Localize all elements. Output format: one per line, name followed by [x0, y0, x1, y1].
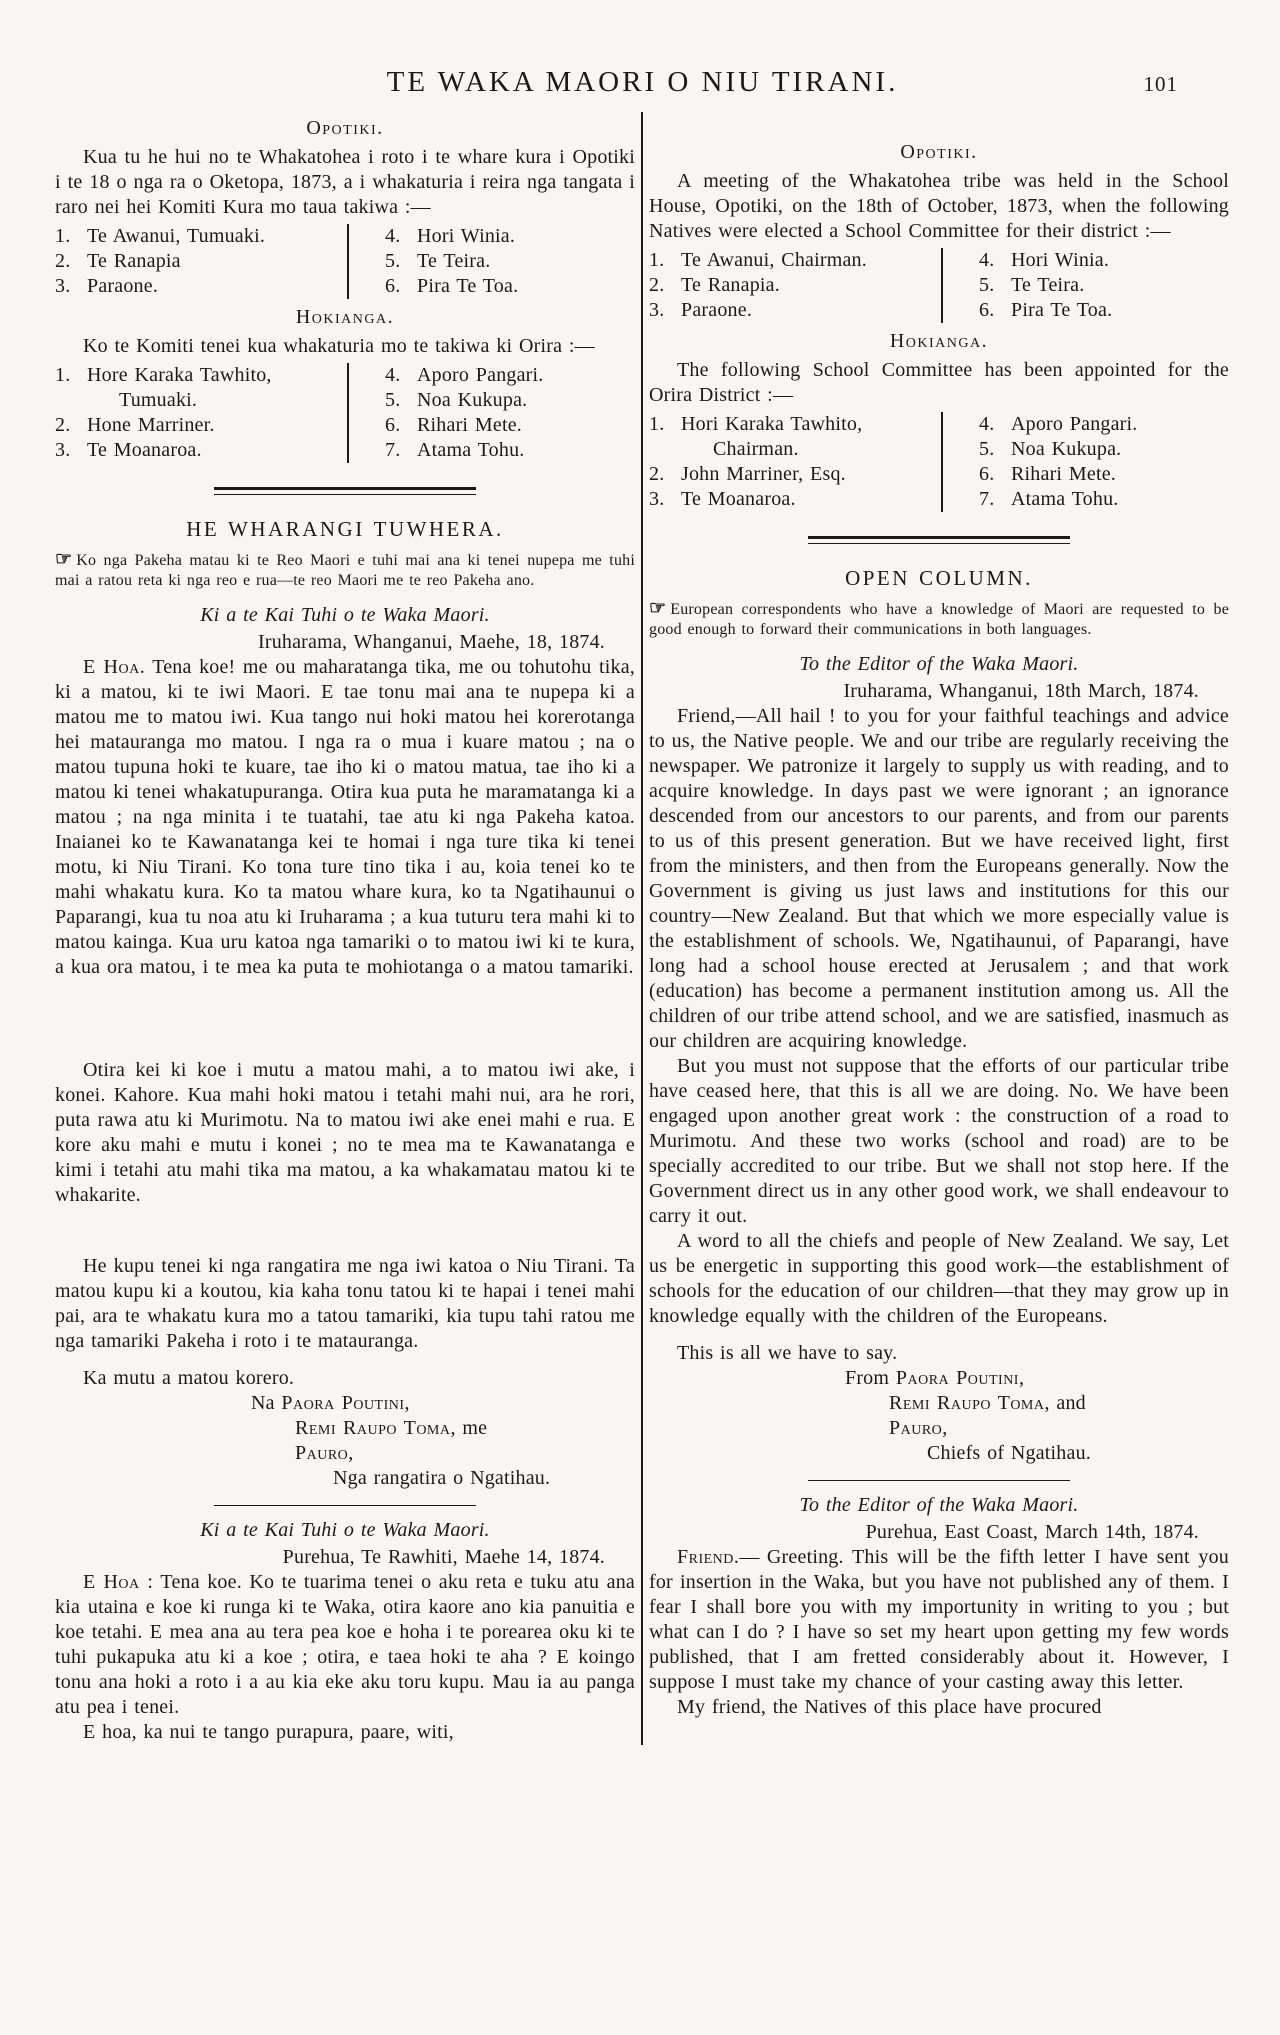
signature-line [55, 1416, 635, 1441]
letter-paragraph: My friend, the Natives of this place have procured [677, 1696, 1102, 1718]
signature-line [55, 1441, 635, 1466]
member-name: Atama Tohu. [1011, 488, 1119, 510]
member-name [87, 224, 347, 249]
member-name: Rihari Mete. [417, 414, 522, 436]
letter-closing: Ka mutu a matou korero. [83, 1367, 295, 1389]
committee-list-opotiki [649, 248, 1229, 323]
manicule-icon: ☞ [649, 598, 667, 619]
committee-sublist-left [55, 224, 347, 299]
signature-name: Remi Raupo Toma [295, 1417, 451, 1439]
signature-suffix: , [404, 1392, 410, 1414]
hokianga-intro: The following School Committee has been appointed for the Orira District :— [649, 359, 1229, 406]
letter-paragraph: He kupu tenei ki nga rangatira me nga iwi katoa o Niu Tirani. Ta matou kupu ki a koutou, kia kaha tonu tatou ki te hapai i tenei mahi pai, ara te whakatu kura mo a tatou tamariki, kia tupu tahi ratou me nga tamariki Pakeha i roto i te matauranga. [55, 1255, 635, 1352]
member-name: Atama Tohu. [417, 439, 525, 461]
member-number: 1. [55, 225, 71, 247]
letter-heading: Ki a te Kai Tuhi o te Waka Maori. [200, 1519, 490, 1541]
member-name: Paraone. [87, 275, 159, 297]
member-name-text: Te Awanui, Tumuaki. [87, 225, 266, 247]
member-number: 4. [979, 249, 995, 271]
page-number: 101 [1143, 72, 1178, 96]
committee-list-hokianga [55, 363, 635, 463]
signature-prefix: From [845, 1367, 896, 1389]
letter-paragraph: E hoa, ka nui te tango purapura, paare, witi, [83, 1721, 454, 1743]
salutation-lead: E Hoa : [83, 1571, 154, 1593]
member-number: 3. [55, 275, 71, 297]
paragraph-text: Tena koe. Ko te tuarima tenei o aku reta e tuku atu ana kia utaina e koe ki runga ki te Waka, otira kaore ano kia panuitia e koe tetahi. E mea ana au tera pea koe e hoha i te porearea oku ki te tuhi pukapuka atu ki a koe ; otira, e taea hoki te aha ? E koingo tonu ana hoki a roto i a au kia eke aku toru kupu. Mau ia au panga atu pea i tenei. [55, 1571, 636, 1718]
committee-member [385, 388, 635, 413]
committee-member [385, 249, 635, 274]
letter-paragraph: A word to all the chiefs and people of New Zealand. We say, Let us be energetic in supporting this good work—the establishment of schools for the education of our children—that they may grow up in knowledge equally with the children of the Europeans. [649, 1230, 1229, 1327]
member-name: Hori Winia. [417, 225, 516, 247]
english-column [649, 112, 1229, 1745]
member-number: 6. [385, 275, 401, 297]
signature-line [55, 1391, 635, 1416]
section-heading-hokianga: Hokianga. [295, 306, 395, 328]
committee-member [979, 487, 1229, 512]
masthead [55, 66, 1230, 99]
page-columns [55, 112, 1230, 1745]
member-number: 4. [979, 413, 995, 435]
letter-paragraph [55, 1570, 635, 1720]
member-number: 5. [385, 250, 401, 272]
member-name [681, 412, 941, 462]
committee-member [649, 487, 941, 512]
member-number: 5. [385, 389, 401, 411]
committee-member [55, 249, 347, 274]
member-number: 1. [55, 364, 71, 386]
member-name: Te Teira. [1011, 274, 1085, 296]
committee-sublist-right [349, 363, 635, 463]
committee-list-opotiki [55, 224, 635, 299]
signature-suffix: , [348, 1442, 354, 1464]
paragraph-text: Tena koe! me ou maharatanga tika, me ou tohutohu tika, ki a matou, ki te iwi Maori. E tae tonu mai ana te nupepa ki a matou me to matou iwi. Kua tango nui hoki matou hei korerotanga hei matauranga mo matou. I nga ra o mua i kuare matou ; na o matou tupuna hoki te kuare, tae iho ki o matou matua, tae iho ki a matou ki tenei whakatupuranga. Otira kua puta he maramatanga ki a matou ; na nga minita i te tuatahi, tae atu ki nga Pakeha katoa. Inaianei ko te Kawanatanga kei te homai i nga ture tika ki tenei motu, ki Niu Tirani. Ko tona ture tino tika i au, koia tenei ko te mahi whakatu kura. Ko ta matou whare kura, ko ta Ngatihaunui o Paparangi, kua tu noa atu ki Iruharama ; a kua tuturu tera mahi ki to matou kainga. Kua uru katoa nga tamariki o to matou iwi ki te kura, a kua ora matou, i te mea ka puta te mohiotanga o a matou tamariki. [55, 656, 636, 978]
member-name: Paraone. [681, 299, 753, 321]
signature-line [649, 1416, 1229, 1441]
member-number: 2. [55, 414, 71, 436]
member-number: 7. [385, 439, 401, 461]
member-name [87, 363, 347, 413]
committee-sublist-left [55, 363, 347, 463]
notice-text: Ko nga Pakeha matau ki te Reo Maori e tuhi mai ana ki tenei nupepa me tuhi mai a ratou reta ki nga reo e rua—te reo Maori me te reo Pakeha ano. [55, 552, 635, 589]
committee-list-hokianga [649, 412, 1229, 512]
opotiki-intro: Kua tu he hui no te Whakatohea i roto i te whare kura i Opotiki i te 18 o nga ra o Oketopa, 1873, a i whakaturia i reira nga tangata i raro nei hei Komiti Kura mo taua takiwa :— [55, 146, 635, 218]
committee-member [55, 224, 347, 249]
signature-name: Pauro [295, 1442, 349, 1464]
section-heading-opotiki: Opotiki. [900, 141, 978, 163]
committee-member [649, 273, 941, 298]
committee-member [979, 437, 1229, 462]
salutation-lead: Friend.— [677, 1546, 760, 1568]
member-role: Tumuaki. [119, 389, 198, 411]
section-divider-double-rule [214, 487, 476, 495]
signature-suffix: , [942, 1417, 948, 1439]
committee-sublist-left [649, 412, 941, 512]
member-number: 3. [649, 488, 665, 510]
letter-heading: Ki a te Kai Tuhi o te Waka Maori. [200, 604, 490, 626]
member-number: 1. [649, 413, 665, 435]
letter-heading: To the Editor of the Waka Maori. [799, 1494, 1079, 1516]
correspondents-notice [649, 599, 1229, 640]
member-number: 2. [649, 463, 665, 485]
letter-dateline: Iruharama, Whanganui, 18th March, 1874. [843, 680, 1199, 702]
member-name: Aporo Pangari. [1011, 413, 1138, 435]
committee-member [979, 273, 1229, 298]
member-name: Aporo Pangari. [417, 364, 544, 386]
letter-dateline: Purehua, Te Rawhiti, Maehe 14, 1874. [282, 1546, 605, 1568]
committee-sublist-left [649, 248, 941, 323]
member-name-text: Hori Karaka Tawhito, [681, 413, 863, 435]
signature-suffix: , me [450, 1417, 488, 1439]
signature-line [649, 1391, 1229, 1416]
committee-member [649, 248, 941, 273]
maori-column [55, 112, 635, 1745]
member-number: 1. [649, 249, 665, 271]
signature-suffix: , [1018, 1367, 1025, 1389]
signature-line [649, 1366, 1229, 1391]
letter-paragraph [649, 1545, 1229, 1695]
letter-paragraph: But you must not suppose that the efforts of our particular tribe have ceased here, that this is all we are doing. No. We have been engaged upon another great work : the construction of a road to Murimotu. And these two works (school and road) are to be specially accredited to our tribe. But we shall not stop here. If the Government direct us in any other good work, we shall endeavour to carry it out. [649, 1055, 1229, 1227]
manicule-icon: ☞ [55, 549, 73, 570]
committee-member [385, 413, 635, 438]
letter-dateline: Iruharama, Whanganui, Maehe, 18, 1874. [257, 631, 605, 653]
member-number: 3. [649, 299, 665, 321]
paragraph-text: Greeting. This will be the fifth letter I have sent you for insertion in the Waka, but you have not published any of them. I fear I shall bore you with my importunity in writing to you ; but what can I do ? I have so set my heart upon getting my few words published, that I am fretted considerably about it. However, I suppose I must take my chance of your casting away this letter. [649, 1546, 1229, 1693]
signature-name: Remi Raupo Toma [889, 1392, 1045, 1414]
member-name: Te Moanaroa. [87, 439, 202, 461]
letter-paragraph: Friend,—All hail ! to you for your faithful teachings and advice to us, the Native people. We and our tribe are regularly receiving the newspaper. We patronize it largely to supply us with reading, and to acquire knowledge. In days past we were ignorant ; an ignorance descended from our ancestors to our parents, and from our parents to us of this present generation. But we have received light, first from the ministers, and then from the Europeans generally. Now the Government is giving us just laws and institutions for this our country—New Zealand. But that which we more especially value is the establishment of schools. We, Ngatihaunui, of Paparangi, have long had a school house erected at Jerusalem ; and that work (education) has become a permanent institution among us. All the children of our tribe attend school, and we are satisfied, inasmuch as our children are acquiring knowledge. [649, 705, 1229, 1052]
paper-title: TE WAKA MAORI O NIU TIRANI. [386, 66, 899, 98]
letter-paragraph [55, 655, 635, 980]
section-heading-opotiki: Opotiki. [306, 117, 384, 139]
member-number: 6. [979, 299, 995, 321]
committee-member [979, 462, 1229, 487]
correspondents-notice-maori [55, 550, 635, 591]
column-divider-rule [641, 112, 643, 1745]
member-name: Pira Te Toa. [417, 275, 519, 297]
salutation-lead: E Hoa. [83, 656, 146, 678]
member-name: Rihari Mete. [1011, 463, 1116, 485]
committee-member [385, 224, 635, 249]
committee-sublist-right [943, 412, 1229, 512]
committee-member [55, 363, 347, 413]
letter-paragraph: Otira kei ki koe i mutu a matou mahi, a to matou iwi ake, i konei. Kahore. Kua mahi hoki matou i tetahi mahi nui, ara he rori, puta rawa atu ki Murimotu. Na to matou iwi ake enei mahi e rua. E kore aku mahi e mutu i konei ; no te mea ma te Kawanatanga e kimi i tetahi atu mahi tika ma matou, a ka whakamatau matou ki te whakarite. [55, 1059, 635, 1206]
member-name: Te Ranapia. [681, 274, 780, 296]
member-role: Chairman. [713, 438, 799, 460]
committee-member [55, 413, 347, 438]
letter-dateline: Purehua, East Coast, March 14th, 1874. [865, 1521, 1199, 1543]
member-name: Hori Winia. [1011, 249, 1110, 271]
committee-member [385, 274, 635, 299]
signature-suffix: , and [1044, 1392, 1086, 1414]
member-name: Te Awanui, Chairman. [681, 249, 867, 271]
member-name: Te Ranapia [87, 250, 181, 272]
letter-heading: To the Editor of the Waka Maori. [799, 653, 1079, 675]
letter-closing: This is all we have to say. [677, 1342, 898, 1364]
signature-name: Pauro [889, 1417, 943, 1439]
committee-member [649, 412, 941, 462]
member-name: Noa Kukupa. [1011, 438, 1122, 460]
notice-text: European correspondents who have a knowledge of Maori are requested to be good enough to forward their communications in both languages. [649, 601, 1229, 638]
committee-member [55, 438, 347, 463]
signature-line: Chiefs of Ngatihau. [927, 1442, 1091, 1464]
committee-member [649, 298, 941, 323]
member-name-text: Hore Karaka Tawhito, [87, 364, 272, 386]
member-number: 3. [55, 439, 71, 461]
committee-member [385, 438, 635, 463]
member-name: John Marriner, Esq. [681, 463, 846, 485]
signature-name: Paora Poutini [281, 1392, 405, 1414]
member-name: Hone Marriner. [87, 414, 215, 436]
member-name: Te Teira. [417, 250, 491, 272]
signature-line: Nga rangatira o Ngatihau. [333, 1467, 551, 1489]
letter-divider-rule [808, 1480, 1070, 1481]
signature-name: Paora Poutini [895, 1367, 1019, 1389]
member-number: 2. [649, 274, 665, 296]
committee-sublist-right [943, 248, 1229, 323]
committee-member [979, 298, 1229, 323]
member-number: 5. [979, 274, 995, 296]
committee-member [385, 363, 635, 388]
committee-member [649, 462, 941, 487]
open-column-heading: OPEN COLUMN. [845, 566, 1033, 590]
member-number: 4. [385, 225, 401, 247]
committee-member [979, 248, 1229, 273]
letter-divider-rule [214, 1505, 476, 1506]
member-number: 6. [979, 463, 995, 485]
member-number: 7. [979, 488, 995, 510]
member-name: Pira Te Toa. [1011, 299, 1113, 321]
opotiki-intro: A meeting of the Whakatohea tribe was held in the School House, Opotiki, on the 18th of October, 1873, when the following Natives were elected a School Committee for their district :— [649, 170, 1229, 242]
member-name: Noa Kukupa. [417, 389, 528, 411]
committee-sublist-right [349, 224, 635, 299]
member-number: 2. [55, 250, 71, 272]
member-number: 6. [385, 414, 401, 436]
member-name: Te Moanaroa. [681, 488, 796, 510]
open-column-heading-maori: HE WHARANGI TUWHERA. [186, 517, 504, 541]
committee-member [55, 274, 347, 299]
section-divider-double-rule [808, 536, 1070, 544]
hokianga-intro: Ko te Komiti tenei kua whakaturia mo te takiwa ki Orira :— [83, 335, 595, 357]
member-number: 5. [979, 438, 995, 460]
member-number: 4. [385, 364, 401, 386]
committee-member [979, 412, 1229, 437]
signature-prefix: Na [251, 1392, 282, 1414]
section-heading-hokianga: Hokianga. [889, 330, 989, 352]
